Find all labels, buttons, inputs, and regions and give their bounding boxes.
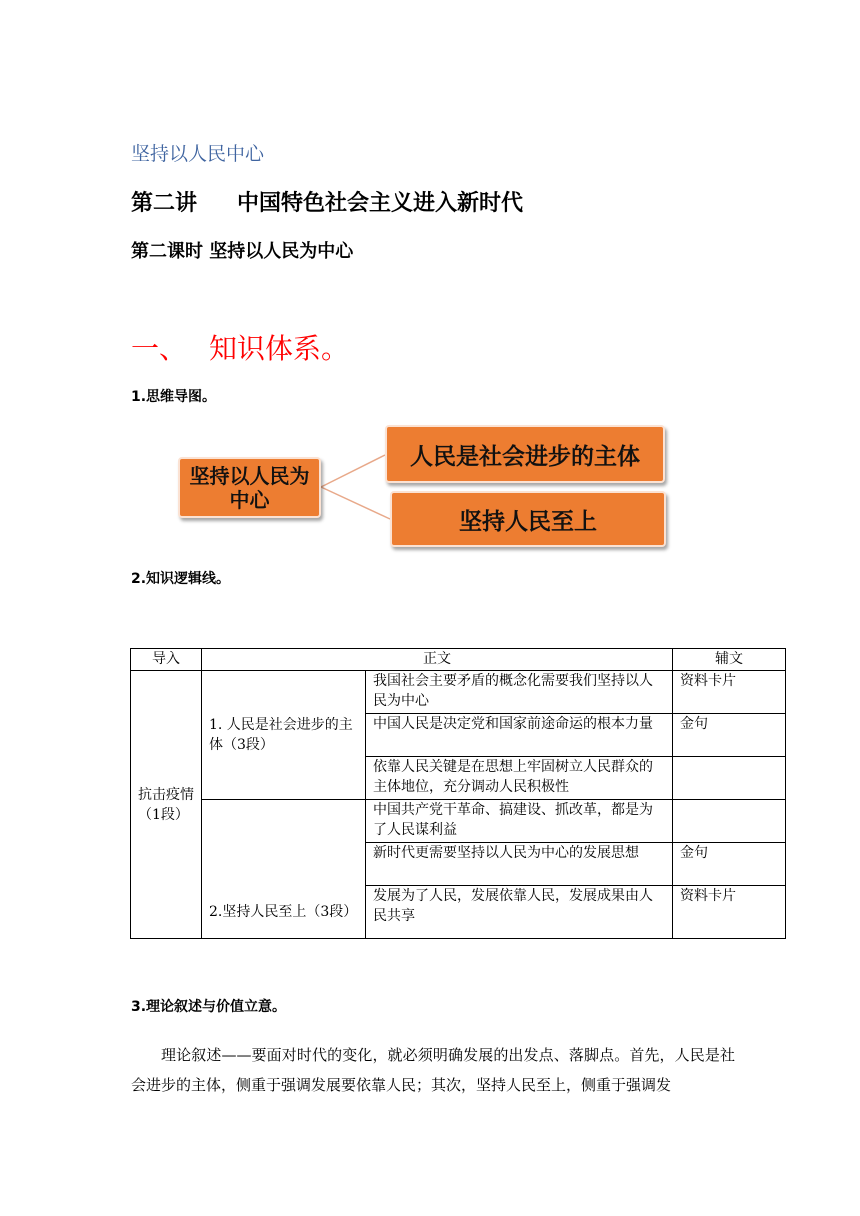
- aux-cell: 资料卡片: [673, 671, 786, 714]
- intro-cell: 抗击疫情（1段）: [131, 671, 202, 939]
- section-title: 知识体系。: [209, 332, 350, 365]
- connector-line-bottom: [321, 487, 390, 519]
- body-text-cell: 中国人民是决定党和国家前途命运的根本力量: [366, 714, 673, 757]
- aux-cell: 金句: [673, 843, 786, 886]
- part-cell: 1. 人民是社会进步的主体（3段）: [202, 671, 366, 800]
- part-cell: 2.坚持人民至上（3段）: [202, 800, 366, 939]
- aux-cell: [673, 800, 786, 843]
- connector-line-top: [321, 455, 385, 487]
- mindmap-branch-label: 人民是社会进步的主体: [410, 443, 640, 470]
- knowledge-logic-table: [130, 648, 786, 939]
- header-cell-intro: 导入: [131, 649, 202, 671]
- table-header-row: [131, 649, 786, 671]
- subheading-logic: 2.知识逻辑线。: [131, 571, 231, 587]
- theory-paragraph: 理论叙述——要面对时代的变化，就必须明确发展的出发点、落脚点。首先，人民是社会进步的主体，侧重于强调发展要依靠人民；其次，坚持人民至上，侧重于强调发: [131, 1046, 735, 1094]
- mindmap-branch-label: 坚持人民至上: [459, 508, 597, 535]
- mindmap-root-node: [178, 457, 321, 518]
- lesson-title: 第二课时 坚持以人民为中心: [131, 241, 354, 262]
- mindmap-branch-node: [385, 425, 665, 483]
- aux-cell: [673, 757, 786, 800]
- body-text-cell: 依靠人民关键是在思想上牢固树立人民群众的主体地位，充分调动人民积极性: [366, 757, 673, 800]
- aux-cell: 资料卡片: [673, 886, 786, 939]
- mindmap-branch-node: [390, 491, 666, 547]
- lecture-number: 第二讲: [131, 191, 198, 216]
- body-text-cell: 中国共产党干革命、搞建设、抓改革，都是为了人民谋利益: [366, 800, 673, 843]
- aux-cell: 金句: [673, 714, 786, 757]
- lecture-name: 中国特色社会主义进入新时代: [237, 191, 524, 216]
- header-cell-body: 正文: [202, 649, 673, 671]
- table-row: [131, 671, 786, 714]
- subheading-mindmap: 1.思维导图。: [131, 389, 217, 405]
- header-cell-aux: 辅文: [673, 649, 786, 671]
- top-heading: 坚持以人民中心: [131, 143, 265, 165]
- body-text-cell: 发展为了人民，发展依靠人民，发展成果由人民共享: [366, 886, 673, 939]
- table-row: [131, 800, 786, 843]
- body-text-cell: 我国社会主要矛盾的概念化需要我们坚持以人民为中心: [366, 671, 673, 714]
- subheading-theory: 3.理论叙述与价值立意。: [131, 999, 287, 1015]
- mindmap-root-label: 坚持以人民为中心: [189, 463, 310, 512]
- body-text-cell: 新时代更需要坚持以人民为中心的发展思想: [366, 843, 673, 886]
- section-number: 一、: [131, 332, 188, 365]
